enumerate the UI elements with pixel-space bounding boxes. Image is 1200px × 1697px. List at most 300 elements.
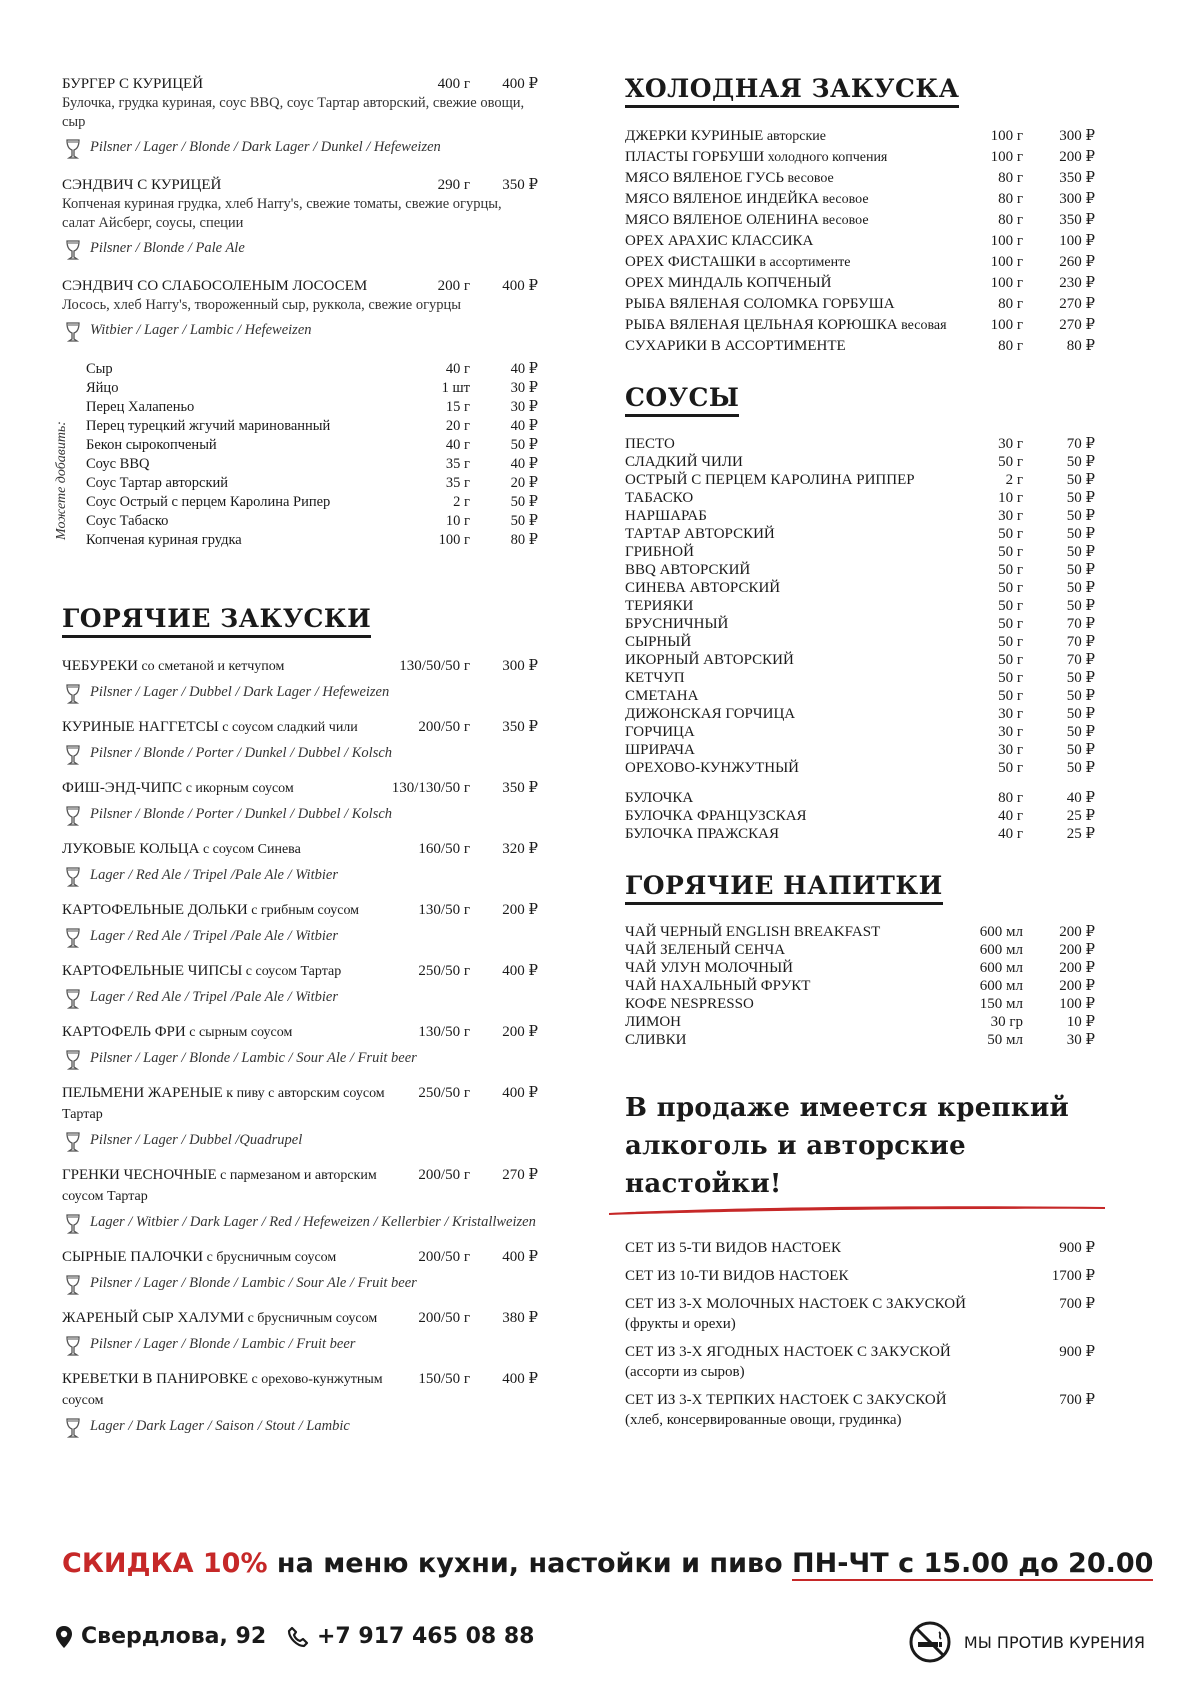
row-price: 30 ₽ [1066,1032,1095,1048]
item-weight: 290 г [437,177,470,193]
item-header [62,1083,538,1125]
addon-weight: 40 г [445,437,470,453]
row-name: ПЛАСТЫ ГОРБУШИ [625,149,765,165]
item-header [62,1308,538,1329]
row-name: НАРШАРАБ [625,508,707,524]
row-price: 50 ₽ [1066,454,1095,470]
list-row [625,273,1095,294]
row-weight: 100 г [990,149,1023,165]
item-header [62,1369,538,1411]
item-name-tail: с соусом сладкий чили [218,720,358,735]
item-name-main: ПЕЛЬМЕНИ ЖАРЕНЫЕ [62,1085,223,1101]
list-row [625,633,1095,651]
row-price: 100 ₽ [1059,233,1095,249]
item-weight: 160/50 г [418,841,470,857]
list-row [625,705,1095,723]
row-weight: 50 г [998,562,1023,578]
hot-snack-item [62,1083,538,1150]
row-name: ОРЕХ ФИСТАШКИ [625,254,756,270]
row-name: ТЕРИЯКИ [625,598,694,614]
phone-icon [287,1626,309,1648]
row-price: 230 ₽ [1059,275,1095,291]
beer-pairing-text: Lager / Red Ale / Tripel /Pale Ale / Witbier [90,928,338,944]
item-header [62,1165,538,1207]
row-weight: 50 мл [987,1032,1023,1048]
row-weight: 150 мл [979,996,1023,1012]
row-name: ИКОРНЫЙ АВТОРСКИЙ [625,652,794,668]
item-name-main: ЧЕБУРЕКИ [62,658,138,674]
item-header [62,961,538,982]
beer-pairing-text: Lager / Witbier / Dark Lager / Red / Hefeweizen / Kellerbier / Kristallweizen [90,1214,536,1230]
row-name: ОРЕХОВО-КУНЖУТНЫЙ [625,760,799,776]
item-header [62,656,538,677]
right-column [625,74,1095,1438]
row-name: ОРЕХ АРАХИС КЛАССИКА [625,233,814,249]
item-name: СЭНДВИЧ С КУРИЦЕЙ [62,177,222,193]
addon-row [62,474,538,493]
item-price: 350 ₽ [502,177,538,193]
item-price: 380 ₽ [502,1310,538,1326]
item-name-main: ГРЕНКИ ЧЕСНОЧНЫЕ [62,1167,217,1183]
row-weight: 50 г [998,688,1023,704]
item-header [62,1022,538,1043]
beer-pairing [62,321,538,340]
row-name-tail: холодного копчения [764,150,888,165]
row-weight: 30 г [998,436,1023,452]
hot-snack-item [62,1308,538,1354]
row-price: 10 ₽ [1066,1014,1095,1030]
row-weight: 80 г [998,790,1023,806]
row-name: ГОРЧИЦА [625,724,695,740]
hot-snack-item [62,1022,538,1068]
addon-price: 30 ₽ [510,399,538,415]
addon-name: Соус Острый с перцем Каролина Рипер [86,494,331,510]
beer-glass-icon [64,866,82,888]
item-price: 200 ₽ [502,1024,538,1040]
list-row [625,615,1095,633]
item-name-main: КАРТОФЕЛЬНЫЕ ЧИПСЫ [62,963,243,979]
list-row [625,453,1095,471]
discount-hours: ПН-ЧТ с 15.00 до 20.00 [792,1548,1154,1579]
row-name: МЯСО ВЯЛЕНОЕ ИНДЕЙКА [625,191,819,207]
beer-pairing [62,866,538,885]
row-weight: 30 г [998,724,1023,740]
item-weight: 250/50 г [418,1085,470,1101]
row-weight: 100 г [990,128,1023,144]
row-name: ЧАЙ УЛУН МОЛОЧНЫЙ [625,960,794,976]
row-weight: 100 г [990,254,1023,270]
list-row [625,252,1095,273]
phone-block[interactable] [287,1624,534,1649]
row-weight: 40 г [998,808,1023,824]
row-price: 300 ₽ [1059,128,1095,144]
row-weight: 100 г [990,275,1023,291]
item-name-main: КУРИНЫЕ НАГГЕТСЫ [62,719,219,735]
hot-snack-item [62,839,538,885]
beer-pairing [62,239,538,258]
addon-price: 20 ₽ [510,475,538,491]
row-weight: 40 г [998,826,1023,842]
row-weight: 2 г [1005,472,1023,488]
row-name: КОФЕ NESPRESSO [625,996,754,1012]
beer-pairing-text: Pilsner / Lager / Blonde / Lambic / Sour Ale / Fruit beer [90,1050,417,1066]
beer-pairing [62,805,538,824]
beer-pairing [62,927,538,946]
set-price: 900 ₽ [1059,1240,1095,1256]
left-column [54,74,538,1451]
hot-snack-item [62,717,538,763]
hot-drinks-title: ГОРЯЧИЕ НАПИТКИ [625,871,943,905]
list-row [625,189,1095,210]
addons-label: Можете добавить: [54,421,69,540]
beer-pairing-text: Lager / Red Ale / Tripel /Pale Ale / Witbier [90,989,338,1005]
list-row [625,669,1095,687]
row-weight: 30 г [998,706,1023,722]
row-name: БУЛОЧКА [625,790,694,806]
item-name-tail: с грибным соусом [247,903,360,918]
beer-pairing-text: Witbier / Lager / Lambic / Hefeweizen [90,322,312,338]
item-weight: 130/50/50 г [399,658,470,674]
no-smoking-text: МЫ ПРОТИВ КУРЕНИЯ [963,1632,1145,1652]
item-price: 350 ₽ [502,780,538,796]
row-name: ПЕСТО [625,436,675,452]
beer-pairing [62,988,538,1007]
sauces-title: СОУСЫ [625,383,739,417]
row-price: 70 ₽ [1066,616,1095,632]
row-name: СЫРНЫЙ [625,634,692,650]
row-price: 70 ₽ [1066,652,1095,668]
item-name-main: ЖАРЕНЫЙ СЫР ХАЛУМИ [62,1310,245,1326]
addon-price: 40 ₽ [510,456,538,472]
beer-pairing [62,1417,538,1436]
addon-name: Сыр [86,361,113,377]
item-price: 400 ₽ [502,76,538,92]
item-weight: 150/50 г [418,1371,470,1387]
addon-row [62,512,538,531]
list-row [625,1013,1095,1031]
row-name: ОРЕХ МИНДАЛЬ КОПЧЕНЫЙ [625,275,832,291]
address-block [55,1624,266,1649]
item-weight: 200 г [437,278,470,294]
beer-glass-icon [64,744,82,766]
row-price: 50 ₽ [1066,562,1095,578]
addon-row [62,417,538,436]
list-row [625,435,1095,453]
hot-snack-item [62,1247,538,1293]
set-row [625,1294,1095,1334]
addon-row [62,379,538,398]
sauces-list [625,435,1095,777]
addon-weight: 100 г [438,532,470,548]
row-weight: 30 гр [990,1014,1023,1030]
row-weight: 600 мл [979,924,1023,940]
item-name-tail: с сырным соусом [185,1025,293,1040]
row-weight: 80 г [998,212,1023,228]
list-row [625,759,1095,777]
row-name: ЧАЙ ЗЕЛЕНЫЙ СЕНЧА [625,942,786,958]
item-description: Булочка, грудка куриная, соус BBQ, соус Тартар авторский, свежие овощи, сыр [62,95,525,130]
addon-weight: 40 г [445,361,470,377]
list-row [625,126,1095,147]
list-row [625,959,1095,977]
row-price: 200 ₽ [1059,924,1095,940]
item-weight: 200/50 г [418,1167,470,1183]
row-price: 260 ₽ [1059,254,1095,270]
beer-pairing [62,1274,538,1293]
row-price: 50 ₽ [1066,544,1095,560]
set-sub: (ассорти из сыров) [625,1364,745,1380]
item-header [62,839,538,860]
row-name: СМЕТАНА [625,688,699,704]
item-header [62,778,538,799]
item-name-tail: с брусничным соусом [244,1311,378,1326]
row-weight: 50 г [998,598,1023,614]
discount-banner [62,1548,1152,1579]
item-weight: 200/50 г [418,719,470,735]
row-weight: 100 г [990,233,1023,249]
addon-price: 30 ₽ [510,380,538,396]
list-row [625,597,1095,615]
list-row [625,231,1095,252]
set-price: 700 ₽ [1059,1296,1095,1312]
beer-glass-icon [64,805,82,827]
item-name-main: КАРТОФЕЛЬ ФРИ [62,1024,186,1040]
item-price: 300 ₽ [502,658,538,674]
item-weight: 130/130/50 г [391,780,470,796]
item-price: 400 ₽ [502,1085,538,1101]
sandwich-item [62,175,538,258]
row-price: 50 ₽ [1066,598,1095,614]
row-weight: 50 г [998,544,1023,560]
item-price: 320 ₽ [502,841,538,857]
row-price: 200 ₽ [1059,149,1095,165]
beer-pairing [62,1213,538,1232]
beer-glass-icon [64,321,82,343]
beer-pairing-text: Pilsner / Lager / Dubbel /Quadrupel [90,1132,303,1148]
row-weight: 30 г [998,508,1023,524]
addon-weight: 20 г [445,418,470,434]
no-smoking-icon [908,1620,952,1664]
row-name: ШРИРАЧА [625,742,695,758]
item-name-tail: с соусом Синева [199,842,301,857]
sandwich-item [62,74,538,157]
beer-pairing-text: Pilsner / Blonde / Porter / Dunkel / Dubbel / Kolsch [90,745,393,761]
cold-snacks-title: ХОЛОДНАЯ ЗАКУСКА [625,74,959,108]
set-name: СЕТ ИЗ 3-Х ЯГОДНЫХ НАСТОЕК С ЗАКУСКОЙ [625,1344,951,1360]
addon-price: 40 ₽ [510,418,538,434]
row-weight: 600 мл [979,978,1023,994]
addon-price: 40 ₽ [510,361,538,377]
row-name-tail: авторские [763,129,826,144]
addon-weight: 10 г [445,513,470,529]
beer-glass-icon [64,1274,82,1296]
promo-block [625,1089,1095,1238]
row-weight: 80 г [998,191,1023,207]
addon-weight: 35 г [445,456,470,472]
row-price: 70 ₽ [1066,436,1095,452]
item-name-main: КАРТОФЕЛЬНЫЕ ДОЛЬКИ [62,902,248,918]
set-name: СЕТ ИЗ 10-ТИ ВИДОВ НАСТОЕК [625,1268,849,1284]
discount-text: на меню кухни, настойки и пиво [267,1548,793,1579]
row-name: БРУСНИЧНЫЙ [625,616,729,632]
row-price: 50 ₽ [1066,760,1095,776]
list-row [625,168,1095,189]
list-row [625,489,1095,507]
row-weight: 50 г [998,760,1023,776]
list-row [625,687,1095,705]
list-row [625,147,1095,168]
list-row [625,825,1095,843]
beer-glass-icon [64,1049,82,1071]
list-row [625,525,1095,543]
hot-snack-item [62,1165,538,1232]
set-sub: (фрукты и орехи) [625,1316,736,1332]
item-name-tail: к пиву с авторским соусом Тартар [62,1086,385,1122]
addon-weight: 1 шт [441,380,470,396]
beer-glass-icon [64,239,82,261]
list-row [625,210,1095,231]
addon-row [62,455,538,474]
row-name: СЛАДКИЙ ЧИЛИ [625,454,743,470]
row-name: КЕТЧУП [625,670,685,686]
set-row [625,1266,1095,1286]
discount-percent: СКИДКА 10% [62,1548,268,1579]
hot-snack-item [62,656,538,702]
beer-pairing-text: Lager / Dark Lager / Saison / Stout / Lambic [90,1418,350,1434]
addons-block [54,360,538,560]
row-name: БУЛОЧКА ФРАНЦУЗСКАЯ [625,808,807,824]
list-row [625,315,1095,336]
item-name-tail: с икорным соусом [182,781,294,796]
item-price: 200 ₽ [502,902,538,918]
row-name-tail: весовое [818,192,869,207]
beer-glass-icon [64,988,82,1010]
row-name: BBQ АВТОРСКИЙ [625,562,751,578]
row-weight: 600 мл [979,960,1023,976]
row-name: ТАБАСКО [625,490,694,506]
beer-pairing-text: Pilsner / Blonde / Pale Ale [90,240,245,256]
row-price: 270 ₽ [1059,296,1095,312]
addon-name: Соус BBQ [86,456,150,472]
list-row [625,561,1095,579]
addon-name: Соус Тартар авторский [86,475,229,491]
promo-line-2: алкоголь и авторские настойки! [625,1131,966,1199]
item-name-main: ФИШ-ЭНД-ЧИПС [62,780,183,796]
row-weight: 50 г [998,652,1023,668]
beer-glass-icon [64,138,82,160]
row-name: СЛИВКИ [625,1032,687,1048]
list-row [625,651,1095,669]
row-price: 350 ₽ [1059,212,1095,228]
item-name: БУРГЕР С КУРИЦЕЙ [62,76,204,92]
row-price: 350 ₽ [1059,170,1095,186]
addon-row [62,436,538,455]
row-price: 300 ₽ [1059,191,1095,207]
phone-number[interactable]: +7 917 465 08 88 [317,1624,535,1649]
row-weight: 80 г [998,296,1023,312]
addon-weight: 15 г [445,399,470,415]
item-price: 270 ₽ [502,1167,538,1183]
promo-line-1: В продаже имеется крепкий [625,1093,1070,1123]
item-name-main: ЛУКОВЫЕ КОЛЬЦА [62,841,200,857]
hot-snack-item [62,1369,538,1436]
row-weight: 50 г [998,616,1023,632]
list-row [625,723,1095,741]
item-price: 400 ₽ [502,963,538,979]
list-row [625,923,1095,941]
item-header [62,717,538,738]
addon-price: 50 ₽ [510,513,538,529]
list-row [625,471,1095,489]
addon-name: Яйцо [86,380,119,396]
row-price: 25 ₽ [1066,808,1095,824]
item-price: 400 ₽ [502,1371,538,1387]
row-price: 200 ₽ [1059,978,1095,994]
beer-pairing [62,138,538,157]
row-name: РЫБА ВЯЛЕНАЯ ЦЕЛЬНАЯ КОРЮШКА [625,317,898,333]
address-text: Свердлова, 92 [81,1624,267,1649]
row-price: 50 ₽ [1066,508,1095,524]
footer [55,1620,1155,1660]
addon-name: Соус Табаско [86,513,169,529]
row-name: СИНЕВА АВТОРСКИЙ [625,580,781,596]
beer-pairing [62,1049,538,1068]
addon-name: Перец Халапеньо [86,399,195,415]
buns-list [625,789,1095,843]
item-description: Лосось, хлеб Harry's, твороженный сыр, руккола, свежие огурцы [62,297,462,313]
beer-pairing [62,683,538,702]
row-price: 50 ₽ [1066,706,1095,722]
addon-price: 50 ₽ [510,494,538,510]
item-weight: 200/50 г [418,1310,470,1326]
row-price: 50 ₽ [1066,670,1095,686]
row-price: 200 ₽ [1059,960,1095,976]
item-name-main: СЫРНЫЕ ПАЛОЧКИ [62,1249,204,1265]
addon-name: Копченая куриная грудка [86,532,242,548]
row-weight: 50 г [998,526,1023,542]
beer-glass-icon [64,1335,82,1357]
list-row [625,995,1095,1013]
row-weight: 10 г [998,490,1023,506]
item-weight: 250/50 г [418,963,470,979]
row-name: ЧАЙ ЧЕРНЫЙ ENGLISH BREAKFAST [625,924,881,940]
addon-row [62,398,538,417]
item-name-tail: с орехово-кунжутным соусом [62,1372,383,1408]
row-name-tail: весовое [818,213,869,228]
row-price: 50 ₽ [1066,472,1095,488]
hot-snack-item [62,778,538,824]
item-name-tail: с пармезаном и авторским соусом Тартар [62,1168,377,1204]
list-row [625,1031,1095,1049]
list-row [625,543,1095,561]
item-weight: 130/50 г [418,1024,470,1040]
beer-glass-icon [64,1131,82,1153]
row-name: ТАРТАР АВТОРСКИЙ [625,526,775,542]
row-price: 50 ₽ [1066,724,1095,740]
row-name: ГРИБНОЙ [625,544,694,560]
row-name: МЯСО ВЯЛЕНОЕ ОЛЕНИНА [625,212,819,228]
addon-row [62,360,538,379]
row-price: 40 ₽ [1066,790,1095,806]
item-header [62,1247,538,1268]
sandwich-item [62,276,538,340]
list-row [625,579,1095,597]
set-row [625,1238,1095,1258]
beer-pairing [62,1335,538,1354]
list-row [625,977,1095,995]
list-row [625,294,1095,315]
set-row [625,1342,1095,1382]
